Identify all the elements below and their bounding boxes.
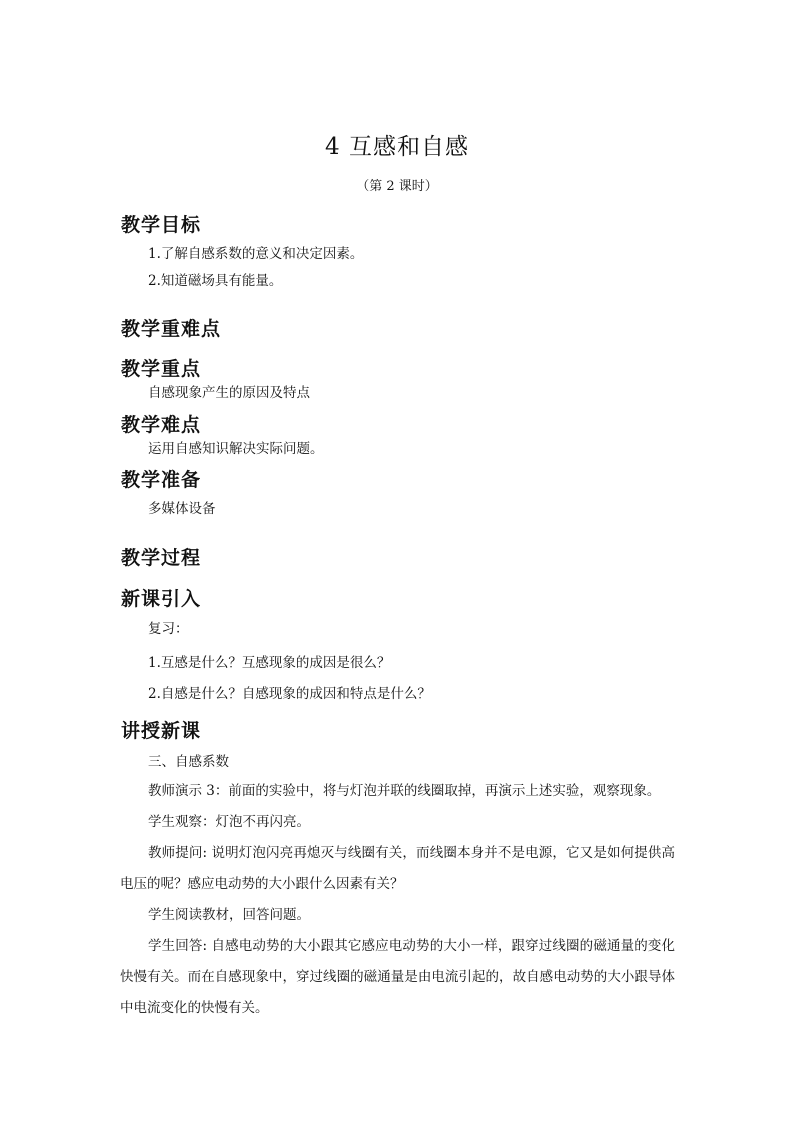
heading-lecture: 讲授新课 [121, 720, 202, 742]
heading-teaching-preparation: 教学准备 [121, 469, 202, 491]
heading-new-lesson-intro: 新课引入 [121, 588, 202, 610]
difficult-points-text: 运用自感知识解决实际问题。 [148, 441, 324, 457]
student-answer-paragraph: 学生回答: 自感电动势的大小跟其它感应电动势的大小一样，跟穿过线圈的磁通量的变化快慢有关。而在自感现象中，穿过线圈的磁通量是由电流引起的，故自感电动势的大小跟导体中电流变化的快慢有关。 [120, 938, 675, 1016]
heading-teaching-process: 教学过程 [121, 547, 202, 569]
subsection-heading: 三、自感系数 [148, 754, 229, 770]
teacher-demo-paragraph: 教师演示 3：前面的实验中，将与灯泡并联的线圈取掉，再演示上述实验，观察现象。 [148, 783, 661, 799]
heading-key-difficult-points: 教学重难点 [121, 318, 222, 340]
review-question-1: 1.互感是什么？互感现象的成因是很么？ [148, 655, 391, 671]
goal-item-1: 1.了解自感系数的意义和决定因素。 [148, 246, 364, 262]
teacher-question-paragraph: 教师提问: 说明灯泡闪亮再熄灭与线圈有关，而线圈本身并不是电源，它又是如何提供高电压的呢？感应电动势的大小跟什么因素有关？ [120, 845, 675, 892]
goal-item-2: 2.知道磁场具有能量。 [148, 273, 283, 289]
review-question-2: 2.自感是什么？自感现象的成因和特点是什么？ [148, 686, 431, 702]
lesson-period-subtitle: （第 2 课时） [356, 179, 438, 194]
student-observation-paragraph: 学生观察：灯泡不再闪亮。 [148, 814, 310, 830]
student-reading-paragraph: 学生阅读教材，回答问题。 [148, 907, 310, 923]
key-points-text: 自感现象产生的原因及特点 [148, 385, 310, 401]
document-title: 4 互感和自感 [325, 134, 469, 160]
heading-difficult-points: 教学难点 [121, 414, 202, 436]
preparation-text: 多媒体设备 [148, 501, 216, 517]
heading-teaching-goals: 教学目标 [121, 214, 202, 236]
review-label: 复习： [148, 621, 189, 637]
heading-key-points: 教学重点 [121, 358, 202, 380]
